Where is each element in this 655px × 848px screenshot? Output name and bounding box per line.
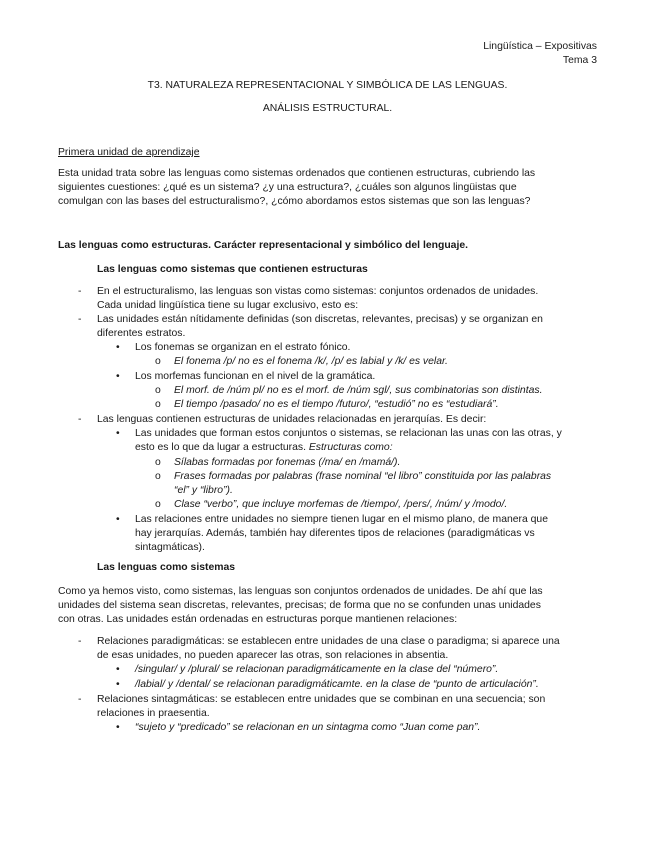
bullet-item xyxy=(135,427,615,455)
bullet-item xyxy=(135,513,605,555)
list-item-line: Relaciones sintagmáticas: se establecen entre unidades que se combinan en una secuencia; son xyxy=(97,694,546,705)
list-item xyxy=(97,285,617,313)
dash-marker: - xyxy=(78,314,82,325)
bullet-icon: • xyxy=(116,679,120,690)
bullet-item: Los morfemas funcionan en el nivel de la gramática. xyxy=(135,371,376,382)
subsection-heading: Las lenguas como sistemas xyxy=(97,562,236,573)
document-subtitle: ANÁLISIS ESTRUCTURAL. xyxy=(262,103,393,114)
bullet-item-line: sintagmáticas). xyxy=(135,542,205,553)
list-item xyxy=(97,635,617,663)
dash-marker: - xyxy=(78,286,82,297)
example-item: /labial/ y /dental/ se relacionan paradigmáticamte. en la clase de “punto de articulación”. xyxy=(135,679,539,690)
dash-marker: - xyxy=(78,636,82,647)
bullet-item-line: Las relaciones entre unidades no siempre tienen lugar en el mismo plano, de manera que xyxy=(135,514,548,525)
circle-bullet-icon: o xyxy=(155,385,161,396)
bullet-item: Los fonemas se organizan en el estrato fónico. xyxy=(135,342,351,353)
section-heading: Las lenguas como estructuras. Carácter representacional y simbólico del lenguaje. xyxy=(58,240,468,251)
circle-bullet-icon: o xyxy=(155,457,161,468)
circle-bullet-icon: o xyxy=(155,499,161,510)
intro-line: Esta unidad trata sobre las lenguas como sistemas ordenados que contienen estructuras, cubriendo las xyxy=(58,168,536,179)
example-line: Frases formadas por palabras (frase nominal “el libro” constituida por las palabras xyxy=(174,471,552,482)
circle-bullet-icon: o xyxy=(155,399,161,410)
list-item-line: En el estructuralismo, las lenguas son vistas como sistemas: conjuntos ordenados de unidades. xyxy=(97,286,539,297)
list-item-line: Relaciones paradigmáticas: se establecen entre unidades de una clase o paradigma; si aparece una xyxy=(97,636,560,647)
bullet-item-italic: Estructuras como: xyxy=(308,442,393,453)
bullet-icon: • xyxy=(116,664,120,675)
circle-bullet-icon: o xyxy=(155,471,161,482)
list-item-line: de esas unidades, no pueden aparecer las otras, son relaciones in absentia. xyxy=(97,650,449,661)
example-item: /singular/ y /plural/ se relacionan paradigmáticamente en la clase del “número”. xyxy=(135,664,499,675)
example-line: “el” y “libro”). xyxy=(174,485,233,496)
subsection-heading: Las lenguas como sistemas que contienen estructuras xyxy=(97,264,368,275)
bullet-icon: • xyxy=(116,428,120,439)
list-item-line: Cada unidad lingüística tiene su lugar exclusivo, esto es: xyxy=(97,300,359,311)
course-name: Lingüística – Expositivas xyxy=(483,41,597,52)
bullet-icon: • xyxy=(116,371,120,382)
running-header xyxy=(483,40,597,67)
bullet-item-line: hay jerarquías. Además, también hay diferentes tipos de relaciones (paradigmáticas vs xyxy=(135,528,535,539)
topic-number: Tema 3 xyxy=(562,54,597,66)
list-item-line: Las unidades están nítidamente definidas (son discretas, relevantes, precisas) y se organizan en xyxy=(97,314,543,325)
bullet-icon: • xyxy=(116,342,120,353)
intro-line: siguientes cuestiones: ¿qué es un sistema? ¿y una estructura?, ¿cuáles son algunos lingüistas que xyxy=(58,182,517,193)
document-title: T3. NATURALEZA REPRESENTACIONAL Y SIMBÓLICA DE LAS LENGUAS. xyxy=(147,80,508,91)
example-item xyxy=(174,470,614,498)
list-item-line: diferentes estratos. xyxy=(97,328,186,339)
bullet-item-line: esto es lo que da lugar a estructuras. xyxy=(135,442,306,453)
intro-line: Como ya hemos visto, como sistemas, las lenguas son conjuntos ordenados de unidades. De ahí que las xyxy=(58,586,543,597)
example-item: El fonema /p/ no es el fonema /k/, /p/ es labial y /k/ es velar. xyxy=(174,356,448,367)
dash-marker: - xyxy=(78,694,82,705)
example-item: “sujeto y “predicado” se relacionan en un sintagma como “Juan come pan”. xyxy=(135,722,481,733)
example-item: Sílabas formadas por fonemas (/ma/ en /mamá/). xyxy=(174,457,401,468)
intro-line: comulgan con las bases del estructuralismo?, ¿cómo abordamos estos sistemas que son las lenguas? xyxy=(58,196,531,207)
unit-heading: Primera unidad de aprendizaje xyxy=(58,147,200,158)
unit-intro xyxy=(58,167,598,209)
intro-line: unidades del sistema sean discretas, relevantes, precisas; de forma que no se confunden unas unidades xyxy=(58,600,541,611)
list-item-line: relaciones in praesentia. xyxy=(97,708,210,719)
list-item: Las lenguas contienen estructuras de unidades relacionadas en jerarquías. Es decir: xyxy=(97,414,487,425)
bullet-item-line: Las unidades que forman estos conjuntos o sistemas, se relacionan las unas con las otras, y xyxy=(135,428,562,439)
example-item: El morf. de /núm pl/ no es el morf. de /núm sgl/, sus combinatorias son distintas. xyxy=(174,385,543,396)
bullet-icon: • xyxy=(116,514,120,525)
example-item: Clase “verbo”, que incluye morfemas de /tiempo/, /pers/, /núm/ y /modo/. xyxy=(174,499,508,510)
section-intro xyxy=(58,585,608,627)
list-item xyxy=(97,693,617,721)
list-item xyxy=(97,313,617,341)
bullet-icon: • xyxy=(116,722,120,733)
dash-marker: - xyxy=(78,414,82,425)
example-item: El tiempo /pasado/ no es el tiempo /futuro/, “estudió” no es “estudiará”. xyxy=(174,399,499,410)
intro-line: con otras. Las unidades están ordenadas en estructuras porque mantienen relaciones: xyxy=(58,614,458,625)
circle-bullet-icon: o xyxy=(155,356,161,367)
